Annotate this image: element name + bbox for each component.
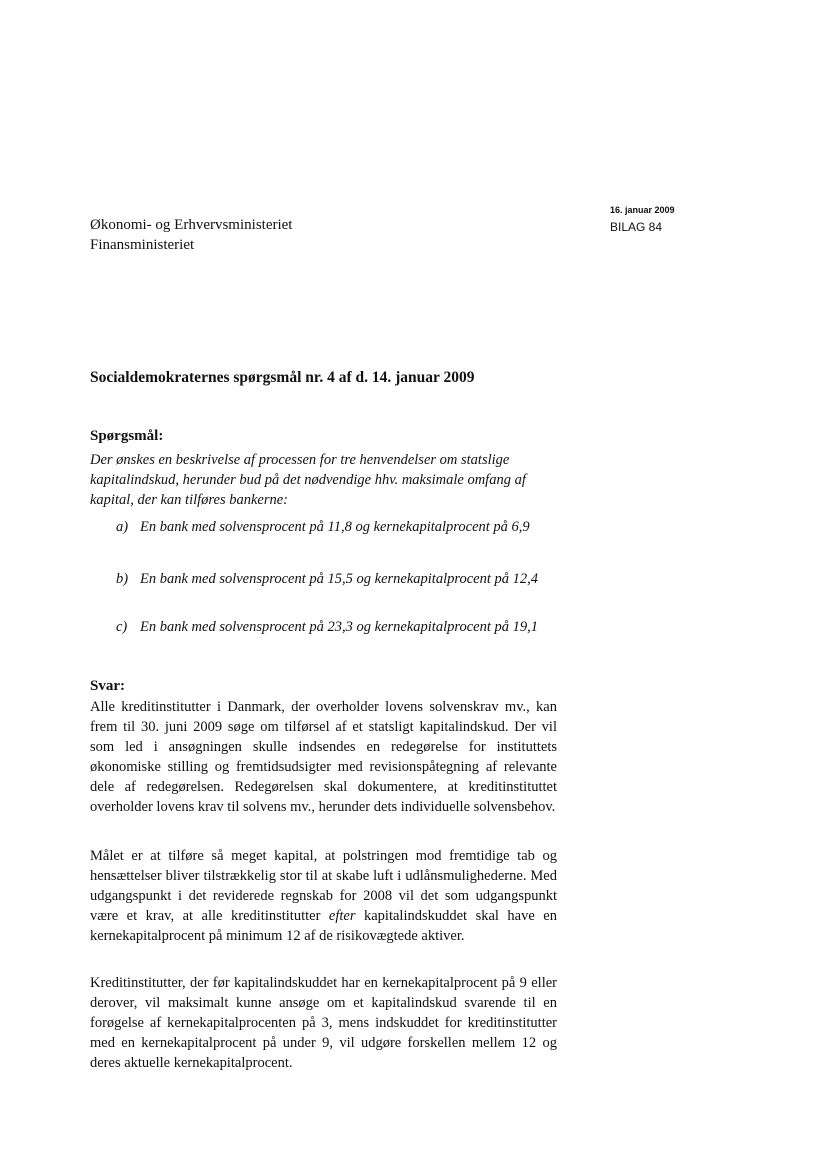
document-title: Socialdemokraternes spørgsmål nr. 4 af d. 14. januar 2009: [90, 369, 475, 386]
question-item-text: En bank med solvensprocent på 23,3 og kernekapitalprocent på 19,1: [140, 619, 538, 635]
document-date: 16. januar 2009: [610, 205, 675, 215]
question-heading: Spørgsmål:: [90, 428, 164, 444]
question-item-a: [116, 517, 556, 537]
answer-paragraph-2-end: kapitalindskuddet skal have en kernekapitalprocent på minimum 12 af de risikovægtede aktiver.: [90, 908, 557, 944]
sender-block: [90, 215, 292, 255]
question-item-label: b): [116, 571, 129, 587]
question-item-text: En bank med solvensprocent på 11,8 og kernekapitalprocent på 6,9: [140, 519, 530, 535]
answer-paragraph-2-start: Målet er at tilføre så meget kapital, at polstringen mod fremtidige tab og hensættelser bliver tilstrækkelig stor til at skabe luft i udlånsmulighederne. Med udgangspunkt i det reviderede regnskab for 2008 vil det som udgangspunkt være et krav, at alle kreditinstitutter: [90, 848, 557, 924]
question-item-label: a): [116, 519, 129, 535]
answer-paragraph-2: [90, 846, 557, 946]
bilag-number: BILAG 84: [610, 220, 663, 234]
sender-ministry-1: Økonomi- og Erhvervsministeriet: [90, 217, 293, 233]
document-meta: [610, 203, 675, 235]
answer-paragraph-1: Alle kreditinstitutter i Danmark, der overholder lovens solvenskrav mv., kan frem til 30. juni 2009 søge om tilførsel af et statsligt kapitalindskud. Der vil som led i ansøgningen skulle indsendes en redegørelse for instituttets økonomiske stilling og fremtidsudsigter med revisionspåtegning af relevante dele af redegørelsen. Redegørelsen skal dokumentere, at kreditinstituttet overholder lovens krav til solvens mv., herunder dets individuelle solvensbehov.: [90, 699, 557, 815]
sender-ministry-2: Finansministeriet: [90, 237, 195, 253]
question-item-b: [116, 569, 556, 589]
question-item-label: c): [116, 619, 128, 635]
question-item-text: En bank med solvensprocent på 15,5 og kernekapitalprocent på 12,4: [140, 571, 538, 587]
answer-emphasis: efter: [328, 908, 356, 924]
question-item-c: [116, 617, 556, 637]
answer-heading: Svar:: [90, 678, 125, 694]
question-text: Der ønskes en beskrivelse af processen for tre henvendelser om statslige kapitalindskud, herunder bud på det nødvendige hhv. maksimale omfang af kapital, der kan tilføres bankerne:: [90, 452, 526, 508]
answer-paragraph-3: Kreditinstitutter, der før kapitalindskuddet har en kernekapitalprocent på 9 eller derover, vil maksimalt kunne ansøge om et kapitalindskud svarende til en forøgelse af kernekapitalprocenten på 3, mens indskuddet for kreditinstitutter med en kernekapitalprocent på under 9, vil udgøre forskellen mellem 12 og deres aktuelle kernekapitalprocent.: [90, 975, 557, 1071]
